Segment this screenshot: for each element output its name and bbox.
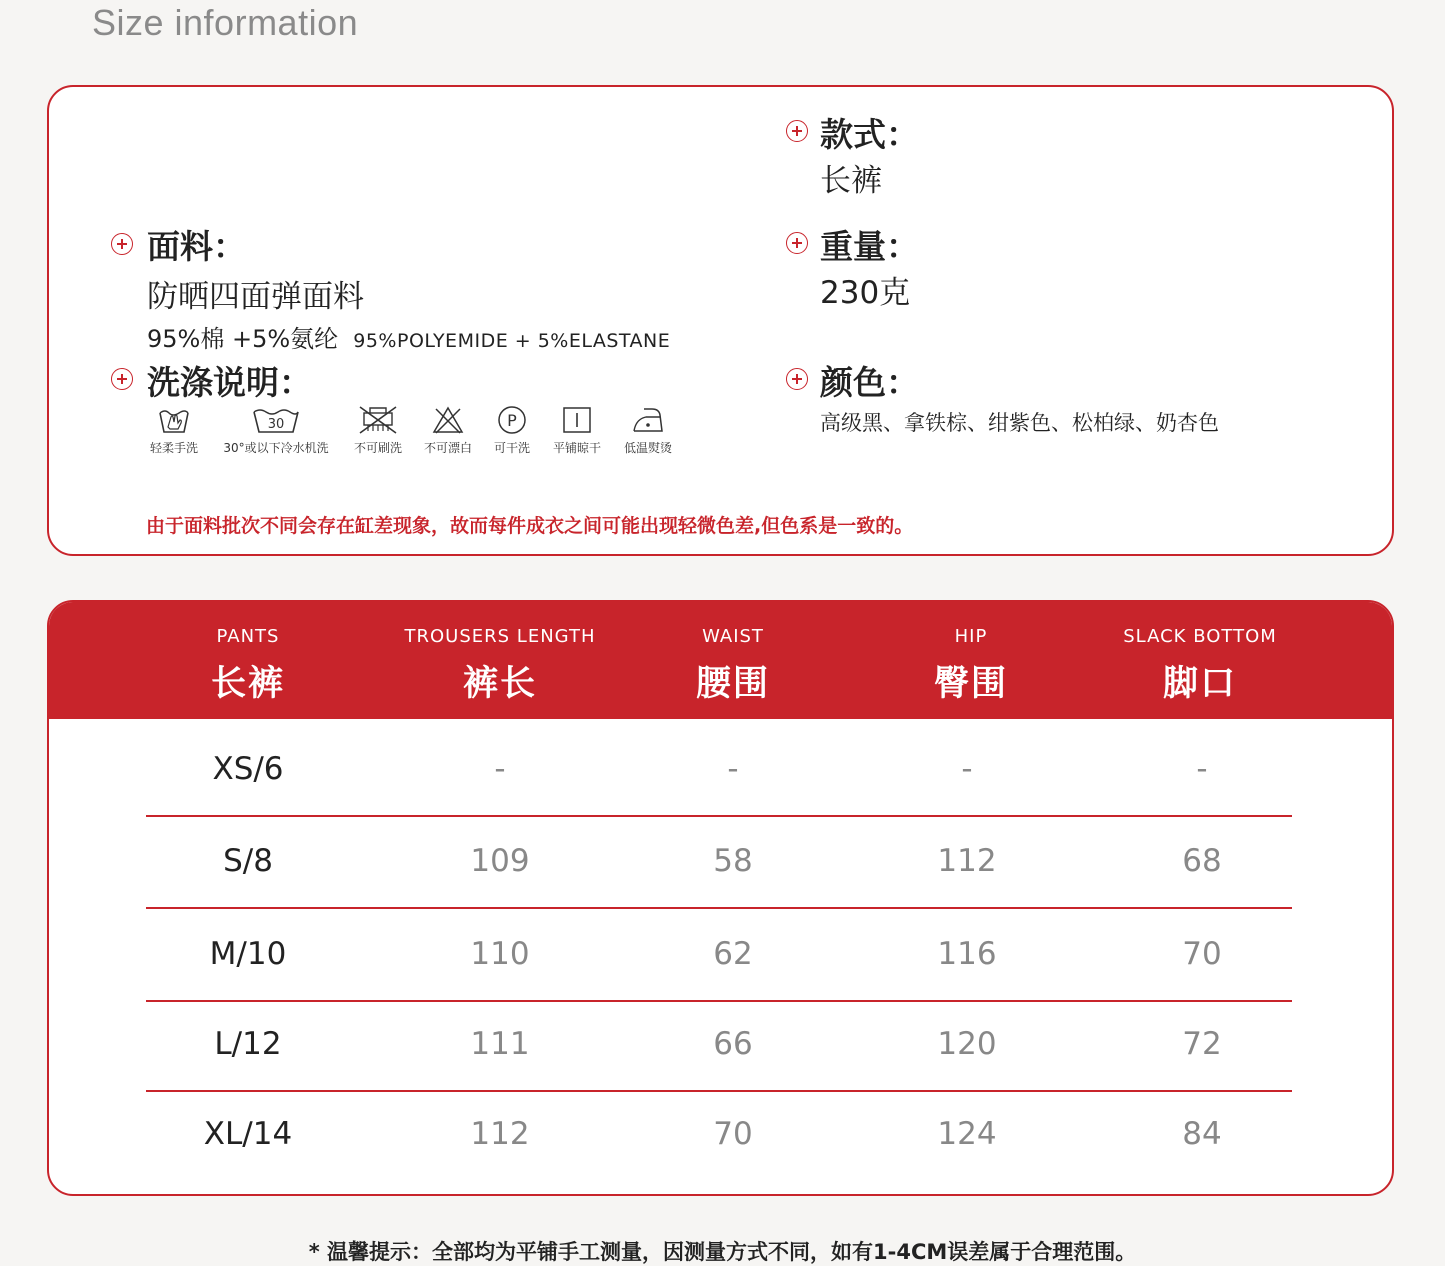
length-cell: 112 — [470, 1116, 530, 1152]
header-cn-slack-bottom: 脚口 — [1162, 664, 1238, 704]
care-label-dry-clean: 可干洗 — [493, 441, 530, 455]
waist-cell: 62 — [713, 936, 753, 972]
header-en-length: TROUSERS LENGTH — [404, 626, 596, 647]
header-en-hip: HIP — [954, 626, 988, 647]
care-label: 洗涤说明： — [147, 363, 312, 402]
machine-wash-30-icon — [251, 405, 301, 435]
flat-dry-icon — [561, 405, 593, 435]
slack-bottom-cell: - — [1196, 751, 1208, 787]
care-item-dry-clean — [483, 405, 541, 456]
fabric-composition — [147, 319, 670, 354]
style-label: 款式： — [820, 115, 919, 154]
care-item-flat-dry — [541, 405, 613, 456]
no-brush-icon — [356, 405, 400, 435]
care-item-low-iron — [613, 405, 683, 456]
fabric-composition-en: 95%POLYEMIDE + 5%ELASTANE — [353, 330, 671, 352]
product-info-card — [47, 85, 1394, 556]
hip-cell: 120 — [937, 1026, 997, 1062]
fabric-composition-cn: 95%棉 +5%氨纶 — [147, 325, 339, 353]
care-item-machine-wash — [211, 405, 341, 456]
table-row — [49, 1092, 1392, 1182]
plus-circle-icon — [786, 120, 808, 142]
header-cn-length: 裤长 — [462, 664, 538, 704]
header-en-pants: PANTS — [216, 626, 280, 647]
table-row — [49, 912, 1392, 1002]
waist-cell: - — [727, 751, 739, 787]
no-bleach-icon — [431, 405, 465, 435]
care-item-hand-wash — [139, 405, 209, 456]
header-cn-pants: 长裤 — [210, 664, 286, 704]
size-table — [47, 600, 1394, 1196]
plus-circle-icon — [111, 233, 133, 255]
plus-circle-icon — [111, 368, 133, 390]
machine-wash-number: 30 — [267, 417, 285, 432]
hip-cell: 124 — [937, 1116, 997, 1152]
table-header — [49, 602, 1392, 719]
hip-cell: 112 — [937, 843, 997, 879]
weight-label: 重量： — [820, 227, 919, 266]
length-cell: 109 — [470, 843, 530, 879]
header-cn-waist: 腰围 — [695, 664, 771, 704]
color-value: 高级黑、拿铁棕、绀紫色、松柏绿、奶杏色 — [820, 411, 1219, 435]
section-title: Size information — [92, 2, 359, 43]
plus-circle-icon — [786, 232, 808, 254]
row-divider — [146, 815, 1292, 817]
slack-bottom-cell: 72 — [1182, 1026, 1222, 1062]
style-value: 长裤 — [820, 163, 882, 199]
header-cn-hip: 臀围 — [933, 664, 1009, 704]
care-icons-row — [139, 405, 683, 456]
color-label: 颜色： — [820, 363, 919, 402]
size-cell: L/12 — [214, 1026, 282, 1062]
length-cell: - — [494, 751, 506, 787]
slack-bottom-cell: 84 — [1182, 1116, 1222, 1152]
header-en-waist: WAIST — [702, 626, 764, 647]
measurement-footnote: * 温馨提示：全部均为平铺手工测量，因测量方式不同，如有1-4CM误差属于合理范围。 — [308, 1240, 1137, 1264]
size-cell: XL/14 — [203, 1116, 293, 1152]
fabric-value: 防晒四面弹面料 — [147, 279, 364, 315]
fabric-label: 面料： — [147, 227, 246, 266]
dry-clean-letter: P — [507, 411, 517, 430]
hip-cell: 116 — [937, 936, 997, 972]
care-label-low-iron: 低温熨烫 — [623, 441, 672, 455]
plus-circle-icon — [786, 368, 808, 390]
size-cell: S/8 — [223, 843, 273, 879]
size-cell: M/10 — [209, 936, 287, 972]
size-cell: XS/6 — [212, 751, 284, 787]
waist-cell: 58 — [713, 843, 753, 879]
row-divider — [146, 907, 1292, 909]
length-cell: 110 — [470, 936, 530, 972]
slack-bottom-cell: 68 — [1182, 843, 1222, 879]
waist-cell: 66 — [713, 1026, 753, 1062]
waist-cell: 70 — [713, 1116, 753, 1152]
hip-cell: - — [961, 751, 973, 787]
weight-value: 230克 — [820, 275, 911, 311]
care-label-flat-dry: 平铺晾干 — [552, 441, 601, 455]
table-row — [49, 819, 1392, 909]
dry-clean-icon — [496, 405, 528, 435]
care-label-machine-wash: 30°或以下冷水机洗 — [223, 441, 329, 455]
care-label-no-brush: 不可刷洗 — [353, 441, 402, 455]
table-row — [49, 1002, 1392, 1092]
hand-wash-icon — [157, 405, 191, 435]
low-iron-icon — [630, 405, 666, 435]
care-item-no-brush — [343, 405, 413, 456]
care-item-no-bleach — [413, 405, 483, 456]
table-row — [49, 727, 1392, 817]
care-label-hand-wash: 轻柔手洗 — [149, 441, 198, 455]
length-cell: 111 — [470, 1026, 530, 1062]
slack-bottom-cell: 70 — [1182, 936, 1222, 972]
header-en-slack-bottom: SLACK BOTTOM — [1123, 626, 1277, 647]
care-label-no-bleach: 不可漂白 — [423, 441, 472, 455]
color-variance-notice: 由于面料批次不同会存在缸差现象，故而每件成衣之间可能出现轻微色差,但色系是一致的。 — [146, 515, 914, 537]
